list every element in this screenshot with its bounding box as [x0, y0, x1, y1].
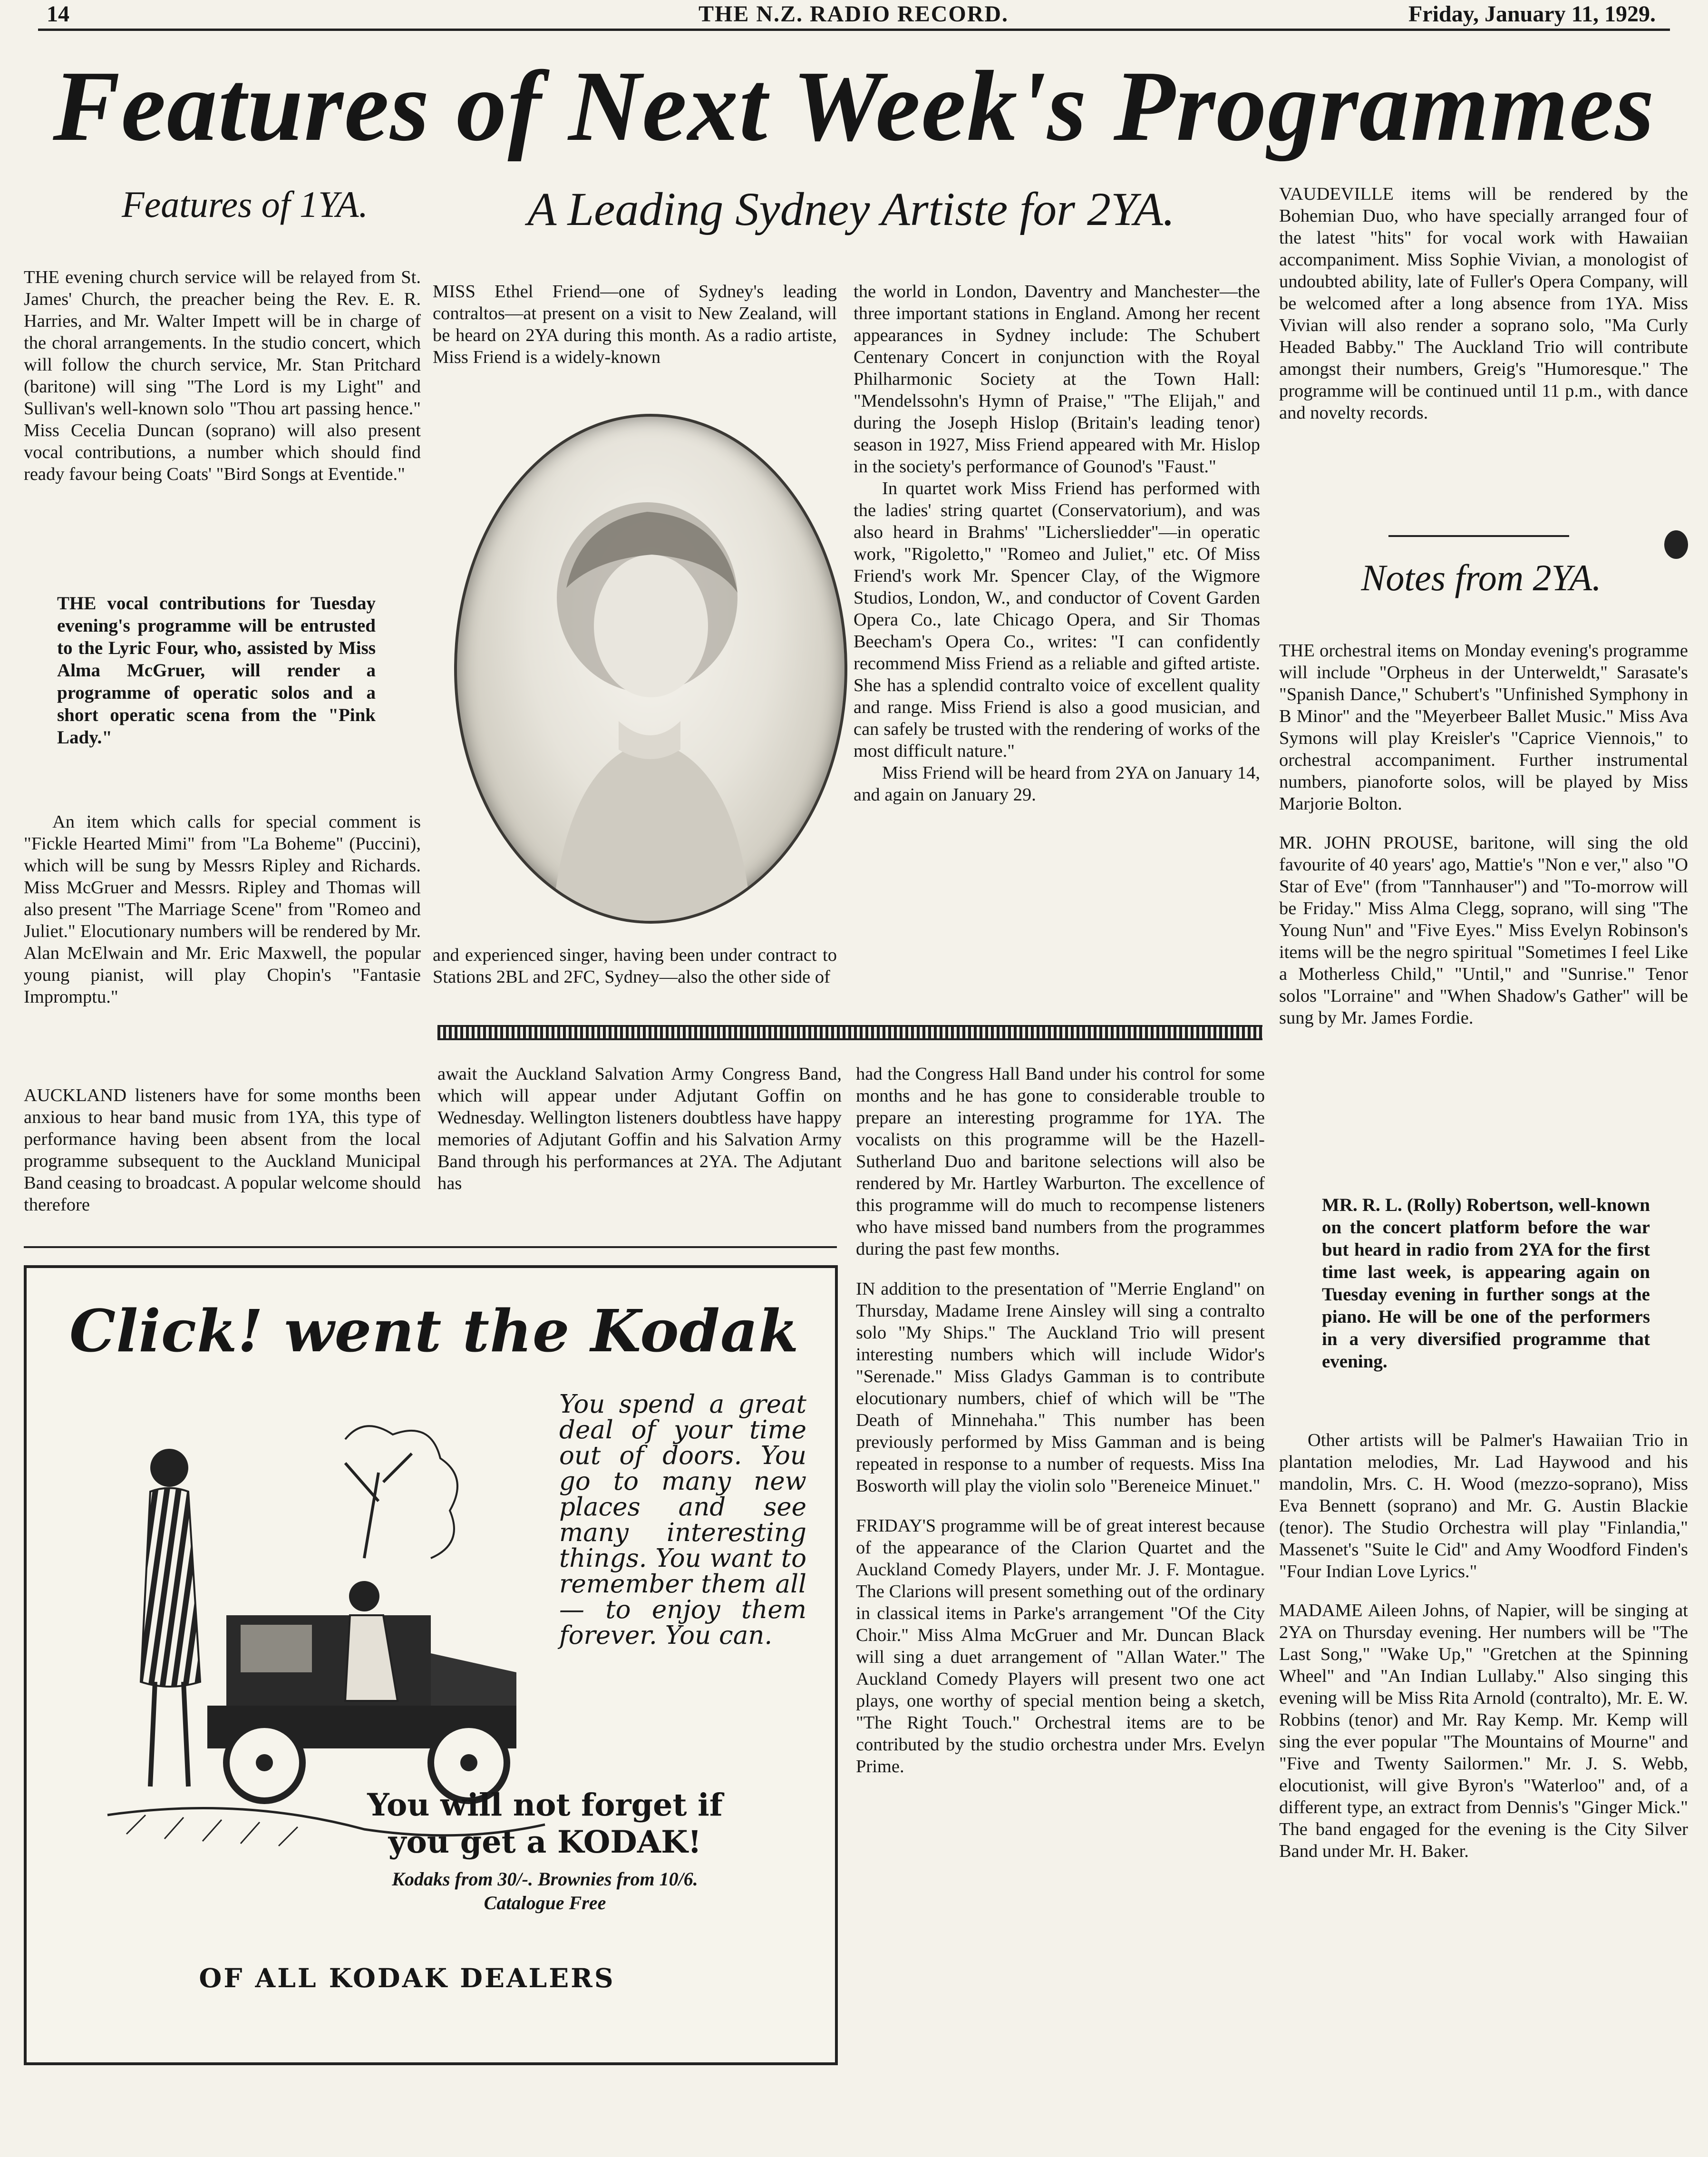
- ornamental-divider: [437, 1025, 1262, 1040]
- col1-paragraph-2: An item which calls for special comment is "Fickle Hearted Mimi" from "La Boheme" (Puccini), which will be sung by Messrs Ripley and Richards. Miss McGruer and Messrs. Ripley and Thomas will also present "The Marriage Scene" from "Romeo and Juliet." Elocutionary numbers will be rendered by Mr. Alan McElwain and Mr. Eric Maxwell, the popular young pianist, will play Chopin's "Fantasie Impromptu.": [24, 812, 421, 1007]
- ad-cta-line-2: you get a KODAK!: [388, 1824, 702, 1860]
- issue-date: Friday, January 11, 1929.: [1408, 1, 1656, 27]
- col4-vaudeville: [1279, 183, 1688, 424]
- col2-lower-article: [437, 1063, 842, 1194]
- kodak-advertisement: [24, 1265, 838, 2065]
- feature-col-a-top: [433, 281, 837, 368]
- ad-call-to-action: [331, 1786, 759, 1861]
- col4-boxed-note: MR. R. L. (Rolly) Robertson, well-known on the concert platform before the war but heard in radio from 2YA for the first time last week, is appearing again on Tuesday evening in further songs at the piano. He will be one of the performers in a very diversified programme that evening.: [1322, 1195, 1650, 1372]
- section-title-2ya: Notes from 2YA.: [1361, 557, 1601, 598]
- feature-intro: MISS Ethel Friend—one of Sydney's leading contraltos—at present on a visit to New Zealand, will be heard on 2YA during this month. As a radio artiste, Miss Friend is a widely-known: [433, 282, 837, 367]
- portrait-figure: [457, 417, 844, 921]
- feature-col-b: [854, 281, 1260, 806]
- page-number: 14: [47, 1, 69, 27]
- ad-price-line: Kodaks from 30/-. Brownies from 10/6.: [392, 1868, 698, 1890]
- section-title-1ya: Features of 1YA.: [121, 184, 369, 225]
- col3-paragraph-1: had the Congress Hall Band under his control for some months and he has gone to considerable trouble to prepare an interesting programme for 1YA. The vocalists on this programme will be the Hazell-Sutherland Duo and baritone selections will also be rendered by Mr. Hartley Warburton. The excellence of this programme will do much to recompense listeners who have missed band numbers from the programmes during the past few months.: [856, 1064, 1265, 1259]
- ad-catalogue: Catalogue Free: [484, 1892, 606, 1913]
- feature-col-b-paragraph-3: Miss Friend will be heard from 2YA on January 14, and again on January 29.: [854, 763, 1260, 805]
- publication-name: THE N.Z. RADIO RECORD.: [698, 1, 1009, 27]
- col1-article-church: [24, 266, 421, 485]
- ad-cta-line-1: You will not forget if: [367, 1787, 723, 1823]
- col1-article-band: [24, 1084, 421, 1216]
- col4-short-rule: [1388, 535, 1569, 537]
- col4-notes: [1279, 640, 1688, 1029]
- col1-paragraph-3: AUCKLAND listeners have for some months been anxious to hear band music from 1YA, this type of performance having been absent from the local programme subsequent to the Auckland Municipal Band ceasing to broadcast. A popular welcome should therefore: [24, 1085, 421, 1215]
- col1-paragraph-1: THE evening church service will be relayed from St. James' Church, the preacher being the Rev. E. R. Harries, and Mr. Walter Impett will be in charge of the choral arrangements. In the studio concert, which will follow the church service, Mr. Stan Pritchard (baritone) will sing "The Lord is my Light" and Sullivan's well-known solo "Thou art passing hence." Miss Cecelia Duncan (soprano) will also present vocal contributions, a number which should find ready favour being Coats' "Bird Songs at Eventide.": [24, 267, 421, 484]
- portrait-photo: [454, 414, 847, 924]
- page-headline: Features of Next Week's Programmes: [53, 50, 1655, 162]
- col4-more-artists: [1279, 1429, 1688, 1862]
- feature-col-b-paragraph-1: the world in London, Daventry and Manchester—the three important stations in England. Among her recent appearances in Sydney include: The Schubert Centenary Concert in conjunction with the Royal Philharmonic Society at the Town Hall: "Mendelssohn's Hymn of Praise," "The Elijah," and during the Joseph Hislop (Britain's leading tenor) season in 1927, Miss Friend appeared with Mr. Hislop in the society's performance of Gounod's "Faust.": [854, 282, 1260, 477]
- col4-paragraph-2: THE orchestral items on Monday evening's programme will include "Orpheus in der Unterweldt," Sarasate's "Spanish Dance," Schubert's "Unfinished Symphony in B Minor" and the "Meyerbeer Ballet Music." Miss Ava Symons will play Kreisler's "Caprice Viennois," to orchestral accompaniment. Further instrumental numbers, pianoforte solos, will be played by Miss Marjorie Bolton.: [1279, 641, 1688, 814]
- col3-lower-articles: [856, 1063, 1265, 1777]
- col2-lower-paragraph: await the Auckland Salvation Army Congress Band, which will appear under Adjutant Goffin on Wednesday. Wellington listeners doubtless have happy memories of Adjutant Goffin and his Salvation Army Band through his performances at 2YA. The Adjutant has: [437, 1064, 842, 1193]
- ad-body-copy: You spend a great deal of your time out of doors. You go to many new places and see many interesting things. You want to remember them all — to enjoy them forever. You can.: [559, 1390, 806, 1650]
- section-divider: [24, 1246, 837, 1248]
- feature-col-a-bottom: [433, 944, 837, 988]
- col1-boxed-note: THE vocal contributions for Tuesday evening's programme will be entrusted to the Lyric Four, who, assisted by Miss Alma McGruer, will render a programme of operatic solos and a short operatic scena from the "Pink Lady.": [57, 593, 376, 748]
- feature-col-b-paragraph-2: In quartet work Miss Friend has performed with the ladies' string quartet (Conservatorium), and was also heard in Brahms' "Lichersliedder"—in operatic work, "Rigoletto," "Romeo and Juliet," etc. Of Miss Friend's work Mr. Spencer Clay, of the Wigmore Studios, London, W., and conductor of Covent Garden Opera Co., late Chicago Opera, and Sir Thomas Beecham's Opera Co., writes: "I can confidently recommend Miss Friend as a reliable and gifted artiste. She has a splendid contralto voice of excellent quality and range. Miss Friend is also a good musician, and can safely be trusted with the rendering of works of the most difficult nature.": [854, 478, 1260, 761]
- col3-paragraph-2: IN addition to the presentation of "Merrie England" on Thursday, Madame Irene Ainsley will sing a contralto solo "My Ships." The Auckland Trio will present interesting numbers which will include Widor's "Serenade." Miss Gladys Gamman is to contribute elocutionary numbers, chief of which will be "The Death of Minnehaha." This number has been previously performed by Miss Gamman and is being repeated in response to a number of requests. Miss Ina Bosworth will play the violin solo "Bereneice Minuet.": [856, 1279, 1265, 1496]
- col4-paragraph-1: VAUDEVILLE items will be rendered by the Bohemian Duo, who have specially arranged four of the latest "hits" for vocal work with Hawaiian accompaniment. Miss Sophie Vivian, a monologist of undoubted ability, late of Fuller's Opera Company, will be welcomed after a long absence from 1YA. Miss Vivian will also render a soprano solo, "Ma Curly Headed Babby." The Auckland Trio will contribute amongst their numbers, Greig's "Humoresque." The programme will be continued until 11 p.m., with dance and novelty records.: [1279, 184, 1688, 423]
- col3-paragraph-3: FRIDAY'S programme will be of great interest because of the appearance of the Clarion Quartet and the Auckland Comedy Players, under Mr. J. F. Montague. The Clarions will present something out of the ordinary in classical items in Parke's arrangement "Of the City Choir." Miss Alma McGruer and Mr. Duncan Black will sing a duet arrangement of "Allan Water." The Auckland Comedy Players will present two one act plays, one worthy of special mention being a sketch, "The Right Touch." Orchestral items are to be contributed by the studio orchestra under Mrs. Evelyn Prime.: [856, 1516, 1265, 1776]
- running-head: [38, 0, 1670, 31]
- ad-headline: Click! went the Kodak: [69, 1297, 799, 1365]
- feature-continuation: and experienced singer, having been under contract to Stations 2BL and 2FC, Sydney—also the other side of: [433, 945, 837, 987]
- col4-paragraph-5: MADAME Aileen Johns, of Napier, will be singing at 2YA on Thursday evening. Her numbers will be "The Last Song," "Wake Up," "Gretchen at the Spinning Wheel" and "An Indian Lullaby." Also singing this evening will be Miss Rita Arnold (contralto), Mr. E. W. Robbins (tenor) and Mr. Ray Kemp. Mr. Kemp will sing the ever popular "The Mountains of Mourne" and "Five and Twenty Sailormen." Mr. J. S. Webb, elocutionist, will give Byron's "Waterloo" and, of a different type, an extract from Dennis's "Ginger Mick." The band engaged for the evening is the City Silver Band under Mr. H. Baker.: [1279, 1601, 1688, 1861]
- ad-prices: [312, 1867, 778, 1915]
- col4-paragraph-3: MR. JOHN PROUSE, baritone, will sing the old favourite of 40 years' ago, Mattie's "Non e ver," also "O Star of Eve" (from "Tannhauser") and "To-morrow will be Friday." Miss Alma Clegg, soprano, will sing "The Young Nun" and "Five Eyes." Miss Evelyn Robinson's items will be the negro spiritual "Sometimes I feel Like a Motherless Child," "Until," and "Sunrise." Tenor solos "Lorraine" and "When Shadow's Gather" will be sung by Mr. James Fordie.: [1279, 833, 1688, 1028]
- feature-title: A Leading Sydney Artiste for 2YA.: [527, 183, 1175, 235]
- ad-dealers: OF ALL KODAK DEALERS: [199, 1962, 615, 1993]
- col4-paragraph-4: Other artists will be Palmer's Hawaiian Trio in plantation melodies, Mr. Lad Haywood and his mandolin, Mrs. C. H. Wood (mezzo-soprano), Miss Eva Bennett (soprano) and Mr. G. Austin Blackie (tenor). The Studio Orchestra will play "Finlandia," Massenet's "Suite le Cid" and Amy Woodford Finden's "Four Indian Love Lyrics.": [1279, 1430, 1688, 1581]
- col1-article-opera: [24, 811, 421, 1008]
